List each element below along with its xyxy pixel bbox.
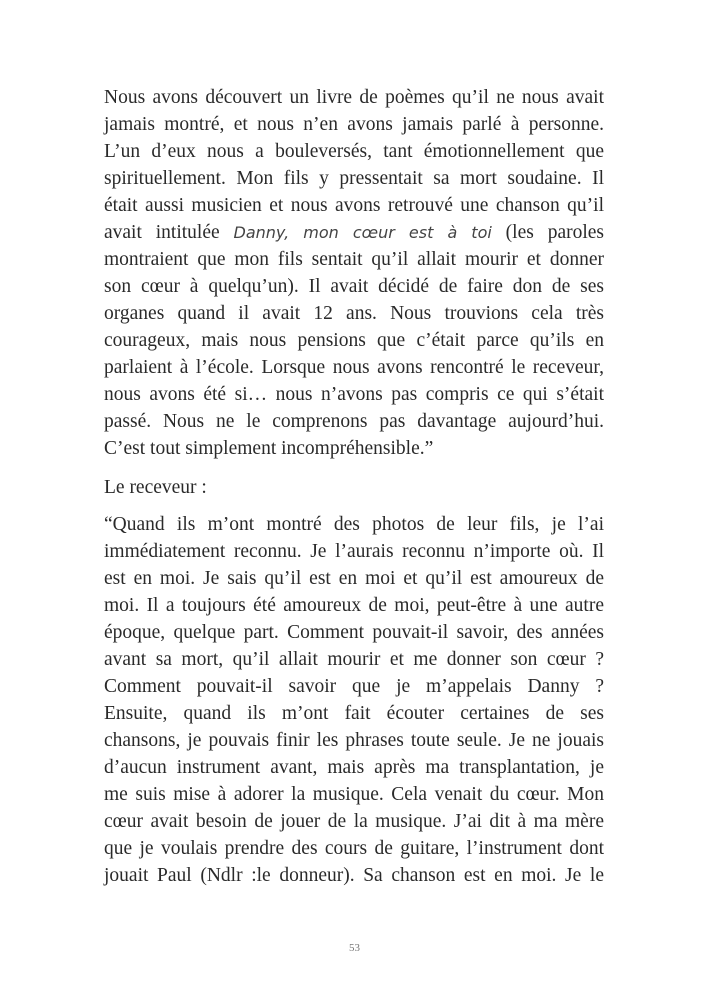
text-line: courageux, mais nous pensions que c’était parce qu’ils en — [104, 330, 604, 351]
text-line: immédiatement reconnu. Je l’aurais reconnu n’importe où. Il — [104, 541, 604, 562]
text-line: “Quand ils m’ont montré des photos de leur fils, je l’ai — [104, 514, 604, 535]
text-line: nous avons été si… nous n’avons pas compris ce qui s’était — [104, 384, 604, 405]
text-line: chansons, je pouvais finir les phrases toute seule. Je ne jouais — [104, 730, 604, 751]
paragraph-parents-testimony — [104, 84, 604, 462]
text-line: son cœur à quelqu’un). Il avait décidé de faire don de ses — [104, 276, 604, 297]
text-line: C’est tout simplement incompréhensible.” — [104, 438, 434, 459]
text-line: Comment pouvait-il savoir que je m’appelais Danny ? — [104, 676, 604, 697]
song-title: Danny, mon cœur est à toi — [233, 223, 492, 242]
text-line: Nous avons découvert un livre de poèmes qu’il ne nous avait — [104, 87, 604, 108]
text-line: que je voulais prendre des cours de guitare, l’instrument dont — [104, 838, 604, 859]
text-segment: (les paroles — [491, 222, 605, 243]
text-segment: avait intitulée — [104, 222, 234, 243]
text-line: organes quand il avait 12 ans. Nous trouvions cela très — [104, 303, 604, 324]
text-line: cœur avait besoin de jouer de la musique. J’ai dit à ma mère — [104, 811, 604, 832]
text-line: Ensuite, quand ils m’ont fait écouter certaines de ses — [104, 703, 604, 724]
text-line: est en moi. Je sais qu’il est en moi et qu’il est amoureux de — [104, 568, 604, 589]
paragraph-recipient-heading — [104, 474, 604, 501]
text-line — [104, 219, 604, 246]
paragraph-recipient-testimony — [104, 511, 604, 889]
text-line: jouait Paul (Ndlr :le donneur). Sa chanson est en moi. Je le — [104, 865, 604, 886]
text-line: moi. Il a toujours été amoureux de moi, peut-être à une autre — [104, 595, 604, 616]
text-line: parlaient à l’école. Lorsque nous avons rencontré le receveur, — [104, 357, 604, 378]
text-line: était aussi musicien et nous avons retrouvé une chanson qu’il — [104, 195, 604, 216]
text-line: L’un d’eux nous a bouleversés, tant émotionnellement que — [104, 141, 604, 162]
text-line: montraient que mon fils sentait qu’il allait mourir et donner — [104, 249, 604, 270]
page-number: 53 — [349, 942, 360, 954]
text-line: époque, quelque part. Comment pouvait-il savoir, des années — [104, 622, 604, 643]
text-line: me suis mise à adorer la musique. Cela venait du cœur. Mon — [104, 784, 604, 805]
text-line: jamais montré, et nous n’en avons jamais parlé à personne. — [104, 114, 604, 135]
text-line: spirituellement. Mon fils y pressentait sa mort soudaine. Il — [104, 168, 604, 189]
text-line: Le receveur : — [104, 477, 207, 498]
text-line: d’aucun instrument avant, mais après ma transplantation, je — [104, 757, 604, 778]
text-line: avant sa mort, qu’il allait mourir et me donner son cœur ? — [104, 649, 604, 670]
text-line: passé. Nous ne le comprenons pas davantage aujourd’hui. — [104, 411, 604, 432]
